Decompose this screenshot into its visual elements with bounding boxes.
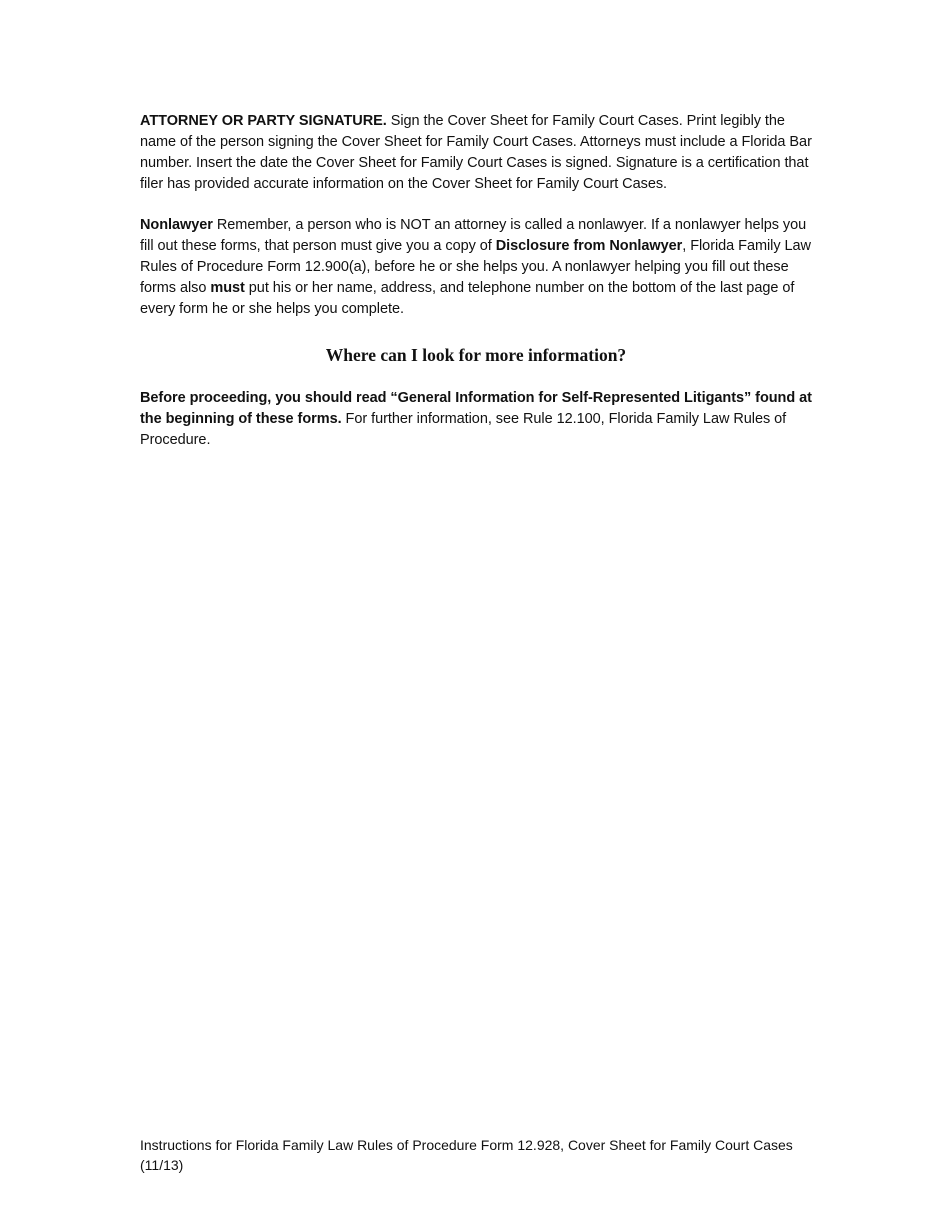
nonlawyer-paragraph — [140, 215, 812, 320]
nonlawyer-text-2: , Florida Family Law Rules of Procedure Form 12.900(a), before he or she helps you. A nonlawyer helping you fill out these forms also — [140, 238, 811, 296]
page-footer: Instructions for Florida Family Law Rules of Procedure Form 12.928, Cover Sheet for Family Court Cases (11/13) — [140, 1137, 793, 1173]
more-info-paragraph — [140, 388, 812, 451]
signature-paragraph — [140, 111, 812, 195]
signature-text: Sign the Cover Sheet for Family Court Cases. Print legibly the name of the person signing the Cover Sheet for Family Court Cases. Attorneys must include a Florida Bar number. Insert the date the Cover Sheet for Family Court Cases is signed. Signature is a certification that filer has provided accurate information on the Cover Sheet for Family Court Cases. — [140, 113, 812, 192]
signature-lead: ATTORNEY OR PARTY SIGNATURE. — [140, 113, 387, 129]
more-info-heading: Where can I look for more information? — [325, 345, 627, 365]
nonlawyer-disclosure-form: Disclosure from Nonlawyer — [495, 238, 683, 254]
nonlawyer-text-1: Remember, a person who is NOT an attorney is called a nonlawyer. If a nonlawyer helps you fill out these forms, that person must give you a copy of — [140, 217, 807, 254]
nonlawyer-text-3: put his or her name, address, and telephone number on the bottom of the last page of every form he or she helps you complete. — [140, 280, 795, 317]
nonlawyer-must: must — [210, 280, 245, 296]
more-info-lead: Before proceeding, you should read “General Information for Self-Represented Litigants” found at the beginning of these forms. — [140, 390, 812, 427]
nonlawyer-lead: Nonlawyer — [140, 217, 213, 233]
more-info-text: For further information, see Rule 12.100, Florida Family Law Rules of Procedure. — [140, 411, 787, 448]
document-body — [140, 111, 812, 451]
